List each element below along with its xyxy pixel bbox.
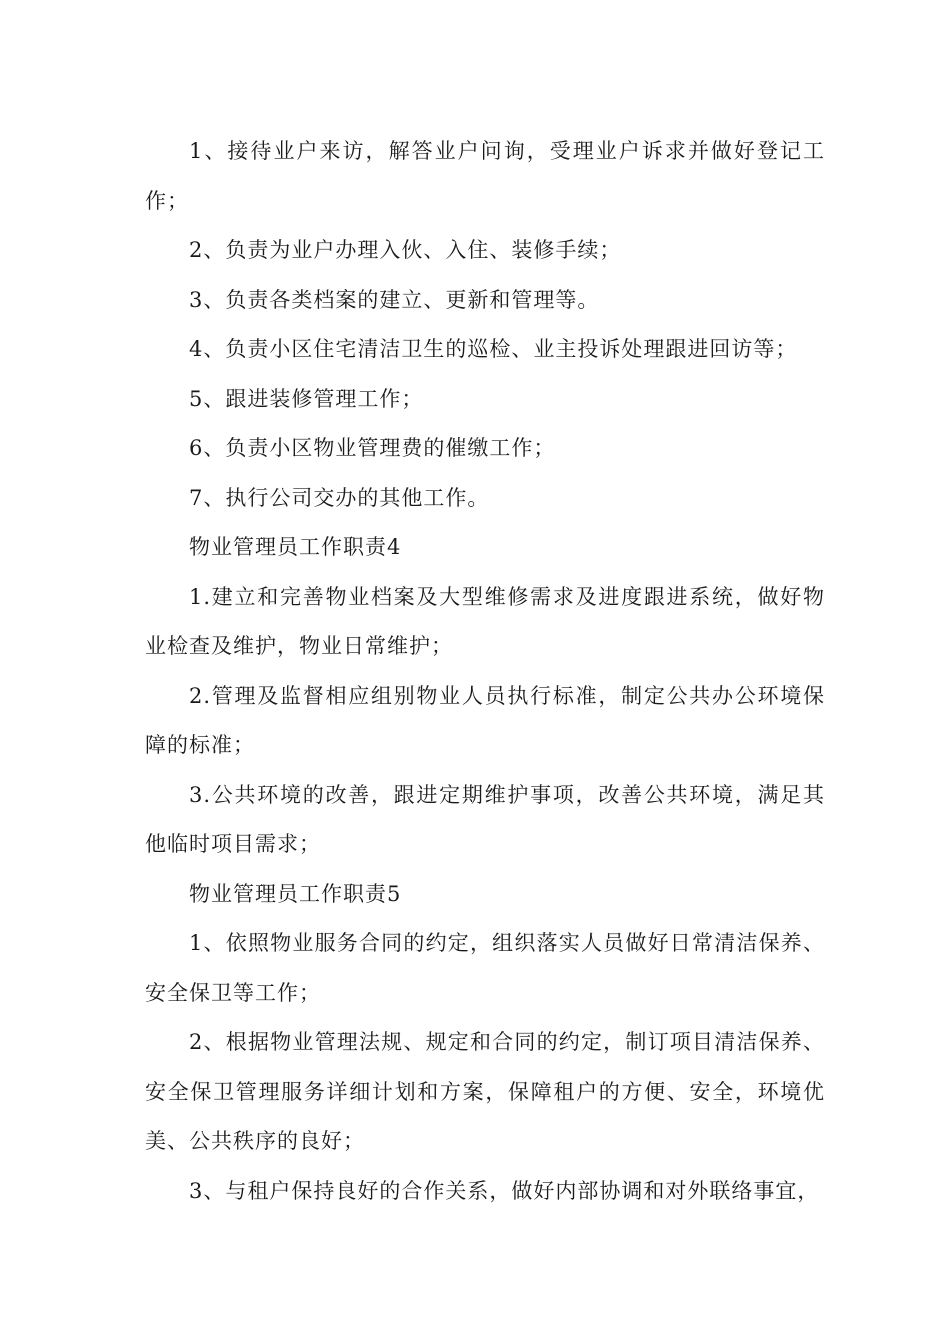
paragraph-item-3: 3、负责各类档案的建立、更新和管理等。 (189, 287, 600, 312)
document-body (145, 127, 825, 1216)
paragraph-item-5-1: 1、依照物业服务合同的约定，组织落实人员做好日常清洁保养、安全保卫等工作； (145, 931, 825, 1005)
paragraph-item-4: 4、负责小区住宅清洁卫生的巡检、业主投诉处理跟进回访等； (189, 337, 798, 361)
paragraph-item-4-2: 2.管理及监督相应组别物业人员执行标准，制定公共办公环境保障的标准； (145, 683, 825, 757)
paragraph-item-5: 5、跟进装修管理工作； (189, 386, 424, 411)
paragraph-item-7: 7、执行公司交办的其他工作。 (189, 485, 490, 510)
paragraph-item-2: 2、负责为业户办理入伙、入住、装修手续； (189, 238, 622, 262)
section-heading-5: 物业管理员工作职责5 (189, 881, 402, 906)
paragraph-item-5-2: 2、根据物业管理法规、规定和合同的约定，制订项目清洁保养、安全保卫管理服务详细计划和方案，保障租户的方便、安全，环境优美、公共秩序的良好； (145, 1030, 825, 1153)
paragraph-item-1: 1、接待业户来访，解答业户问询，受理业户诉求并做好登记工作； (145, 139, 825, 213)
paragraph-item-4-3: 3.公共环境的改善，跟进定期维护事项，改善公共环境，满足其他临时项目需求； (145, 782, 825, 856)
paragraph-item-4-1: 1.建立和完善物业档案及大型维修需求及进度跟进系统，做好物业检查及维护，物业日常维护； (145, 584, 825, 658)
paragraph-item-5-3: 3、与租户保持良好的合作关系，做好内部协调和对外联络事宜， (189, 1178, 820, 1203)
section-heading-4: 物业管理员工作职责4 (189, 535, 402, 559)
paragraph-item-6: 6、负责小区物业管理费的催缴工作； (189, 436, 556, 460)
